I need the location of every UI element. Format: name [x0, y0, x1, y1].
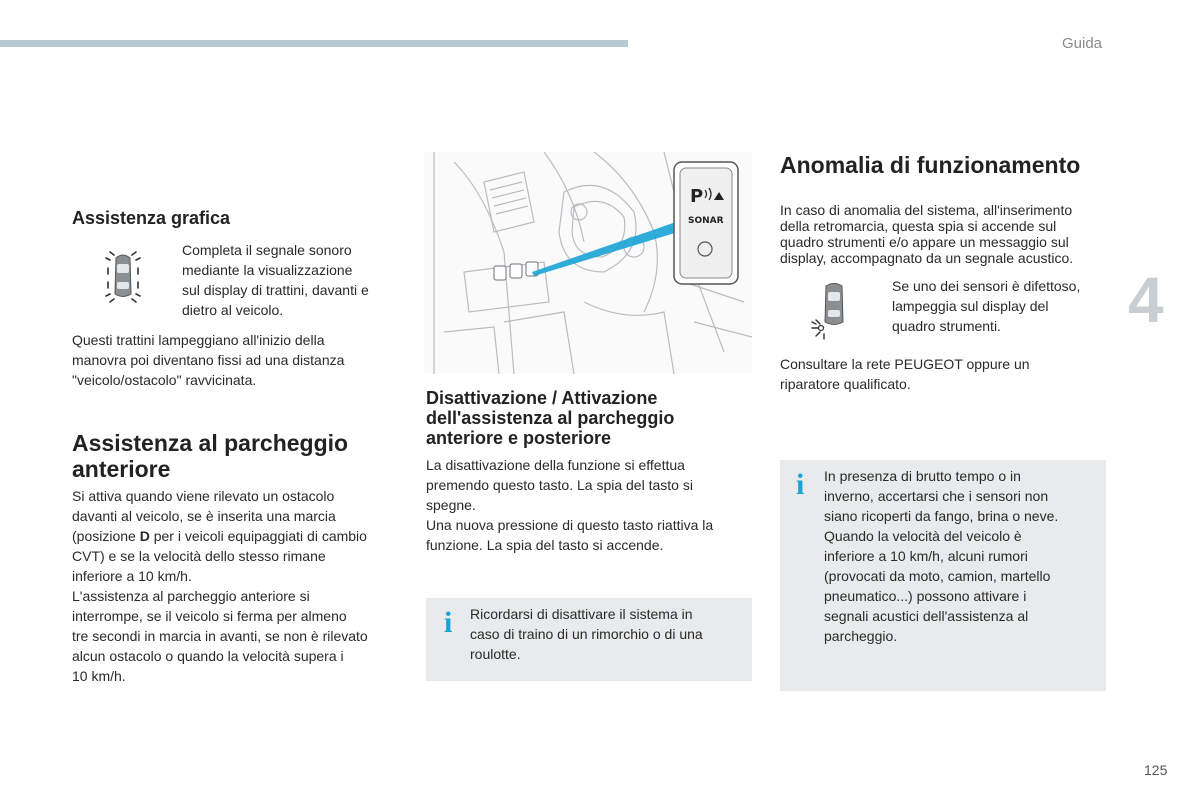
text-line: davanti al veicolo, se è inserita una marcia — [72, 508, 336, 524]
weather-note — [780, 460, 1106, 691]
info-icon: i — [444, 606, 453, 639]
text-line: Completa il segnale sonoro — [182, 242, 352, 258]
towing-note — [426, 598, 752, 681]
text-line: L'assistenza al parcheggio anteriore si — [72, 588, 310, 604]
text-line: funzione. La spia del tasto si accende. — [426, 537, 664, 553]
text-line: "veicolo/ostacolo" ravvicinata. — [72, 372, 257, 388]
text-line: premendo questo tasto. La spia del tasto si — [426, 477, 693, 493]
text-line: Ricordarsi di disattivare il sistema in — [470, 606, 693, 622]
anomaly-title: Anomalia di funzionamento — [780, 152, 1081, 178]
consult-text — [780, 354, 1110, 394]
text-line: inferiore a 10 km/h, alcuni rumori — [824, 548, 1028, 564]
text-line: inverno, accertarsi che i sensori non — [824, 488, 1049, 504]
text-line: alcun ostacolo o quando la velocità supera i — [72, 648, 344, 664]
text-line: manovra poi diventano fissi ad una distanza — [72, 352, 345, 368]
graphic-assist-text — [182, 240, 402, 320]
text-line: quadro strumenti. — [892, 318, 1001, 334]
deactivation-title — [426, 388, 746, 448]
blink-paragraph — [72, 330, 402, 390]
section-label: Guida — [1062, 35, 1103, 52]
text-line: Questi trattini lampeggiano all'inizio della — [72, 332, 325, 348]
text-line: siano ricoperti da fango, brina o neve. — [824, 508, 1059, 524]
text-line: CVT) e se la velocità dello stesso rimane — [72, 548, 326, 564]
text-line: dietro al veicolo. — [182, 302, 284, 318]
dashboard-illustration — [424, 152, 752, 374]
text-line: sul display di trattini, davanti e — [182, 282, 369, 298]
text-line: riparatore qualificato. — [780, 376, 911, 392]
title-line: Assistenza al parcheggio — [72, 430, 349, 456]
car-fault-icon — [806, 280, 852, 340]
sensor-fault-text — [892, 276, 1112, 336]
deactivation-text — [426, 455, 752, 555]
text-line: Si attiva quando viene rilevato un ostacolo — [72, 488, 335, 504]
text-line: interrompe, se il veicolo si ferma per almeno — [72, 608, 347, 624]
page-number: 125 — [1144, 762, 1168, 778]
anomaly-text — [780, 202, 1110, 266]
title-line: Disattivazione / Attivazione — [426, 388, 658, 408]
text-line: lampeggia sul display del — [892, 298, 1049, 314]
text-line: display, accompagnato da un segnale acustico. — [780, 250, 1074, 266]
text-line: pneumatico...) possono attivare i — [824, 588, 1027, 604]
front-assist-text — [72, 486, 407, 686]
button-p-label: P — [690, 186, 704, 207]
text-line: roulotte. — [470, 646, 521, 662]
chapter-number: 4 — [1128, 264, 1164, 336]
text-line: quadro strumenti e/o appare un messaggio sul — [780, 234, 1069, 250]
text-line: della retromarcia, questa spia si accende sul — [780, 218, 1057, 234]
text-line: 10 km/h. — [72, 668, 126, 684]
text-line: In caso di anomalia del sistema, all'inserimento — [780, 202, 1073, 218]
text-line: caso di traino di un rimorchio o di una — [470, 626, 703, 642]
text-line: In presenza di brutto tempo o in — [824, 468, 1021, 484]
text-line: (provocati da moto, camion, martello — [824, 568, 1051, 584]
title-line: anteriore — [72, 456, 171, 482]
button-sonar-label: SONAR — [688, 216, 724, 226]
text-line: La disattivazione della funzione si effettua — [426, 457, 685, 473]
text-line: Consultare la rete PEUGEOT oppure un — [780, 356, 1030, 372]
title-line: dell'assistenza al parcheggio — [426, 408, 675, 428]
header-bar — [0, 40, 628, 47]
text-line: Quando la velocità del veicolo è — [824, 528, 1022, 544]
text-line: tre secondi in marcia in avanti, se non è rilevato — [72, 628, 368, 644]
title-line: anteriore e posteriore — [426, 428, 612, 448]
text-line: segnali acustici dell'assistenza al — [824, 608, 1029, 624]
text-line: inferiore a 10 km/h. — [72, 568, 192, 584]
car-sensor-icon — [100, 244, 146, 308]
info-icon: i — [796, 468, 805, 501]
graphic-assist-title: Assistenza grafica — [72, 208, 231, 228]
text-line: Una nuova pressione di questo tasto riattiva la — [426, 517, 714, 533]
text-line: spegne. — [426, 497, 476, 513]
text-line: Se uno dei sensori è difettoso, — [892, 278, 1081, 294]
text-line: parcheggio. — [824, 628, 898, 644]
front-assist-title — [72, 430, 402, 482]
gear-position-d: D — [139, 528, 150, 544]
text-line: mediante la visualizzazione — [182, 262, 353, 278]
text-line: (posizione D per i veicoli equipaggiati di cambio — [72, 528, 367, 544]
